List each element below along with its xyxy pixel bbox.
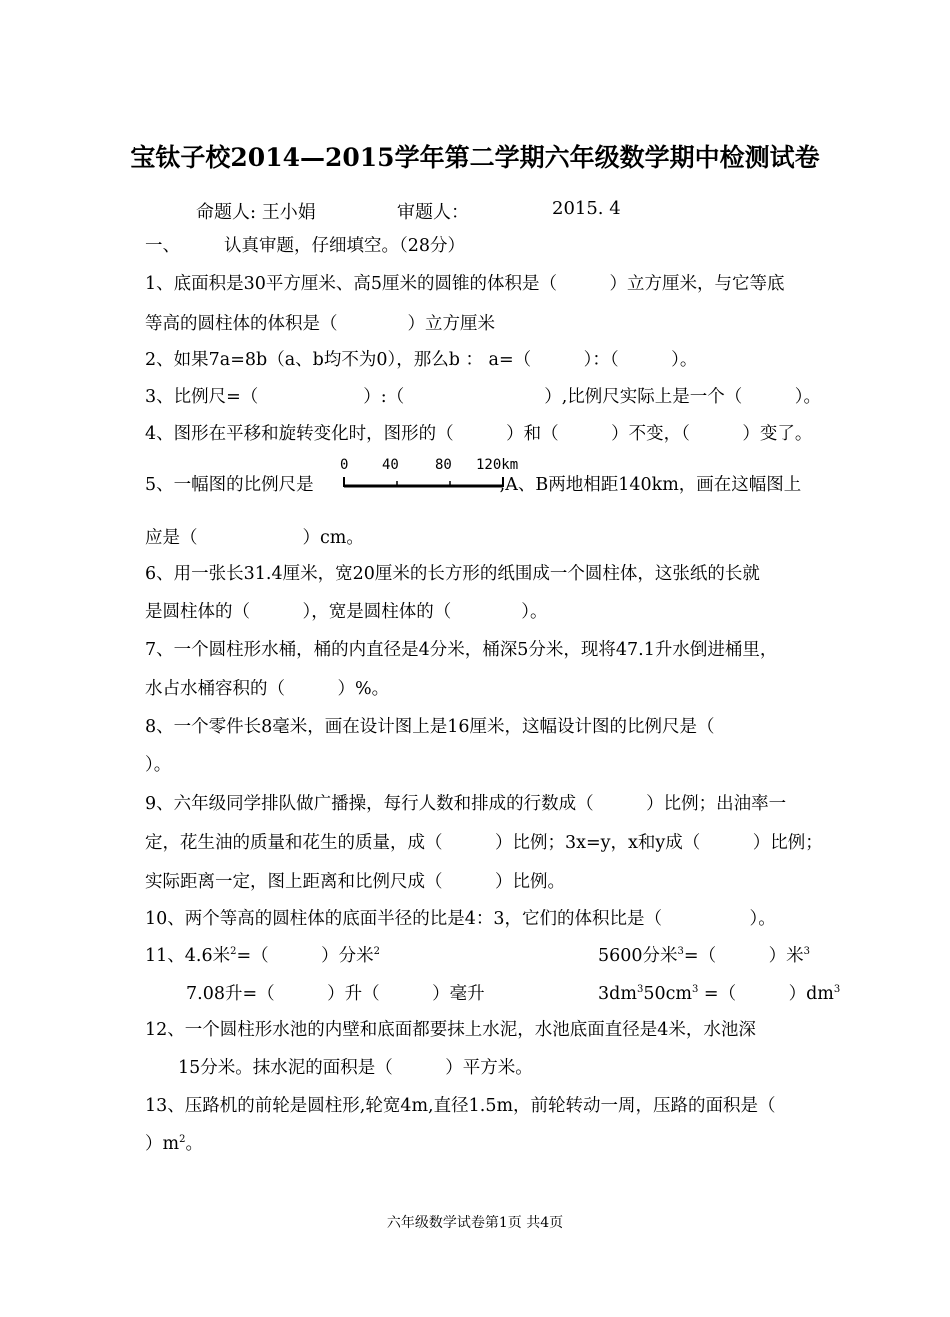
reviewer-label: 审题人：	[397, 202, 469, 223]
question-5-before: 5、一幅图的比例尺是	[145, 475, 314, 495]
question-7-line-2: 水占水桶容积的（ ）%。	[145, 679, 390, 699]
q13-l2-sup: 2	[179, 1134, 186, 1146]
q11-b-mid: =（ ）米	[683, 946, 804, 966]
page-title: 宝钛子校2014—2015学年第二学期六年级数学期中检测试卷	[130, 143, 820, 172]
question-1-line-2: 等高的圆柱体的体积是（ ）立方厘米	[145, 314, 495, 334]
q11-b-sup: 3	[677, 946, 684, 958]
q13-l2-pre: ）m	[145, 1134, 180, 1154]
question-5-after: ,A、B两地相距140km，画在这幅图上	[499, 475, 802, 495]
scale-label-40: 40	[382, 457, 399, 473]
question-13-line-2	[145, 1132, 860, 1156]
question-12-line-1: 12、一个圆柱形水池的内壁和底面都要抹上水泥，水池底面直径是4米，水池深	[145, 1020, 756, 1040]
question-8-line-1: 8、一个零件长8毫米，画在设计图上是16厘米，这幅设计图的比例尺是（	[145, 717, 715, 737]
question-11-row-2: 7.08升=（ ）升（ ）毫升	[186, 984, 485, 1004]
q11-d-sup: 3	[636, 984, 644, 996]
section-number: 一、	[145, 236, 180, 256]
question-3: 3、比例尺=（ ）:（ ）,比例尺实际上是一个（ ）。	[145, 387, 822, 407]
q11-d-sup3: 3	[833, 984, 841, 996]
q11-a-pre: 11、4.6米	[145, 946, 231, 966]
q11-d-post: =（ ）dm	[698, 984, 834, 1004]
question-5-line-2: 应是（ ）cm。	[145, 528, 364, 548]
question-9-line-1: 9、六年级同学排队做广播操，每行人数和排成的行数成（ ）比例；出油率一	[145, 794, 787, 814]
author-label: 命题人: 王小娟	[196, 202, 316, 223]
q11-d-sup2: 3	[691, 984, 699, 996]
section-title: 认真审题，仔细填空。（28分）	[224, 236, 466, 256]
question-7-line-1: 7、一个圆柱形水桶，桶的内直径是4分米，桶深5分米，现将47.1升水倒进桶里，	[145, 640, 778, 660]
scale-bar-figure	[340, 455, 530, 495]
question-2: 2、如果7a=8b（a、b均不为0），那么b ： a=（ ）：（ ）。	[145, 350, 698, 370]
question-4: 4、图形在平移和旋转变化时，图形的（ ）和（ ）不变，（ ）变了。	[145, 424, 813, 444]
scale-label-80: 80	[435, 457, 452, 473]
q11-d-mid: 50cm	[643, 984, 692, 1004]
q11-d-pre: 3dm	[598, 984, 637, 1004]
question-11-row-1-right	[598, 944, 858, 968]
section-heading	[145, 234, 860, 258]
question-11-row-2-right	[598, 982, 858, 1006]
q11-a-mid: =（ ）分米	[236, 946, 374, 966]
q11-a-sup: 2	[230, 946, 237, 958]
question-13-line-1: 13、压路机的前轮是圆柱形,轮宽4m,直径1.5m，前轮转动一周，压路的面积是（	[145, 1096, 776, 1116]
question-12-line-2: 15分米。抹水泥的面积是（ ）平方米。	[178, 1058, 533, 1078]
q13-l2-post: 。	[185, 1134, 203, 1154]
q11-b-pre: 5600分米	[598, 946, 678, 966]
question-6-line-2: 是圆柱体的（ ），宽是圆柱体的（ ）。	[145, 602, 548, 622]
question-8-line-2: ）。	[145, 755, 172, 775]
q11-b-sup2: 3	[803, 946, 810, 958]
question-9-line-3: 实际距离一定，图上距离和比例尺成（ ）比例。	[145, 872, 565, 892]
scale-label-120km: 120km	[476, 457, 519, 473]
question-1-line-1: 1、底面积是30平方厘米、高5厘米的圆锥的体积是（ ）立方厘米，与它等底	[145, 274, 785, 294]
scale-label-0: 0	[340, 457, 349, 473]
q11-a-sup2: 2	[373, 946, 381, 958]
date-label: 2015. 4	[552, 198, 621, 219]
question-9-line-2: 定，花生油的质量和花生的质量，成（ ）比例；3x=y，x和y成（ ）比例；	[145, 833, 823, 853]
page-footer: 六年级数学试卷第1页 共4页	[386, 1215, 564, 1231]
question-10: 10、两个等高的圆柱体的底面半径的比是4：3，它们的体积比是（ ）。	[145, 909, 776, 929]
question-6-line-1: 6、用一张长31.4厘米，宽20厘米的长方形的纸围成一个圆柱体，这张纸的长就	[145, 564, 760, 584]
